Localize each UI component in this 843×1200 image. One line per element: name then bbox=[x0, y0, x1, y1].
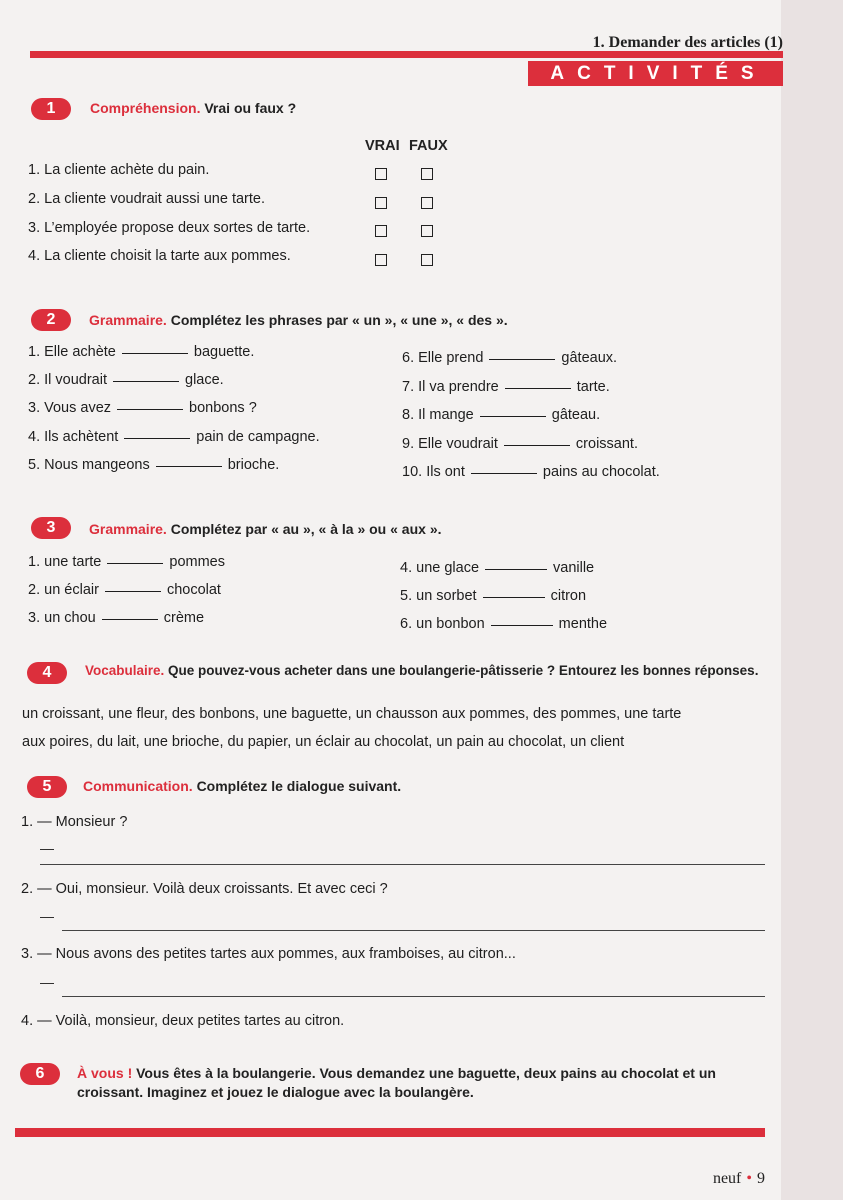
s2-item: 7. Il va prendre tarte. bbox=[402, 379, 610, 395]
faux-checkbox[interactable] bbox=[421, 168, 433, 180]
section-1-instruction: Vrai ou faux ? bbox=[204, 100, 297, 116]
section-1-title bbox=[90, 100, 296, 116]
section-1-category: Compréhension. bbox=[90, 100, 201, 116]
right-margin-strip bbox=[781, 0, 843, 1200]
faux-checkbox[interactable] bbox=[421, 197, 433, 209]
section-2-category: Grammaire. bbox=[89, 312, 167, 328]
section-6-category: À vous ! bbox=[77, 1065, 133, 1081]
section-5-title bbox=[83, 778, 401, 794]
s2-item: 4. Ils achètent pain de campagne. bbox=[28, 429, 320, 445]
s3-item: 2. un éclair chocolat bbox=[28, 582, 221, 598]
chapter-title: 1. Demander des articles (1) bbox=[592, 34, 783, 51]
section-6-badge: 6 bbox=[20, 1063, 60, 1085]
vrai-checkbox[interactable] bbox=[375, 197, 387, 209]
answer-line[interactable] bbox=[62, 996, 765, 997]
s1-item: 4. La cliente choisit la tarte aux pommes. bbox=[28, 248, 291, 264]
s3-item: 6. un bonbon menthe bbox=[400, 616, 608, 632]
activities-banner: ACTIVITÉS bbox=[528, 61, 783, 86]
s1-item: 3. L’employée propose deux sortes de tarte. bbox=[28, 220, 311, 236]
s5-item: 2. — Oui, monsieur. Voilà deux croissants. Et avec ceci ? bbox=[21, 881, 388, 897]
section-1-badge: 1 bbox=[31, 98, 71, 120]
section-3-title bbox=[89, 521, 442, 537]
section-6-text: À vous ! Vous êtes à la boulangerie. Vous demandez une baguette, deux pains au chocolat et un croissant. Imaginez et jouez le dialogue avec la boulangère. bbox=[77, 1065, 716, 1100]
section-4-badge: 4 bbox=[27, 662, 67, 684]
section-5-badge: 5 bbox=[27, 776, 67, 798]
section-2-title bbox=[89, 312, 508, 328]
s2-item: 2. Il voudrait glace. bbox=[28, 372, 224, 388]
s3-item: 3. un chou crème bbox=[28, 610, 205, 626]
header-rule bbox=[30, 51, 783, 58]
section-5-instruction: Complétez le dialogue suivant. bbox=[196, 778, 402, 794]
s5-item: 1. — Monsieur ? bbox=[21, 814, 128, 830]
s3-item: 1. une tarte pommes bbox=[28, 554, 225, 570]
section-2-badge: 2 bbox=[31, 309, 71, 331]
section-2-instruction: Complétez les phrases par « un », « une », « des ». bbox=[170, 312, 508, 328]
section-4-title bbox=[85, 663, 758, 678]
s2-item: 3. Vous avez bonbons ? bbox=[28, 400, 257, 416]
answer-dash: — bbox=[40, 840, 54, 856]
vrai-checkbox[interactable] bbox=[375, 254, 387, 266]
answer-dash: — bbox=[40, 974, 54, 990]
section-3-badge: 3 bbox=[31, 517, 71, 539]
answer-dash: — bbox=[40, 908, 54, 924]
s4-vocabulary-list: un croissant, une fleur, des bonbons, une baguette, un chausson aux pommes, des pommes, une tarte aux poires, du lait, une brioche, du papier, un éclair au chocolat, un pain au chocolat, un client bbox=[22, 706, 682, 750]
page-number: neuf • 9 bbox=[712, 1170, 765, 1187]
section-4-category: Vocabulaire. bbox=[85, 663, 165, 678]
answer-line[interactable] bbox=[40, 864, 765, 865]
footer-rule bbox=[15, 1128, 765, 1137]
s2-item: 1. Elle achète baguette. bbox=[28, 344, 255, 360]
section-3-instruction: Complétez par « au », « à la » ou « aux ». bbox=[170, 521, 442, 537]
section-5-category: Communication. bbox=[83, 778, 193, 794]
s2-item: 9. Elle voudrait croissant. bbox=[402, 436, 638, 452]
faux-checkbox[interactable] bbox=[421, 254, 433, 266]
s2-item: 5. Nous mangeons brioche. bbox=[28, 457, 280, 473]
s2-item: 6. Elle prend gâteaux. bbox=[402, 350, 618, 366]
faux-header: FAUX bbox=[409, 138, 448, 154]
faux-checkbox[interactable] bbox=[421, 225, 433, 237]
section-4-instruction: Que pouvez-vous acheter dans une boulangerie-pâtisserie ? Entourez les bonnes réponses. bbox=[168, 663, 759, 678]
s3-item: 5. un sorbet citron bbox=[400, 588, 587, 604]
answer-line[interactable] bbox=[62, 930, 765, 931]
s1-item: 1. La cliente achète du pain. bbox=[28, 162, 210, 178]
s3-item: 4. une glace vanille bbox=[400, 560, 595, 576]
vrai-checkbox[interactable] bbox=[375, 168, 387, 180]
s2-item: 8. Il mange gâteau. bbox=[402, 407, 601, 423]
s2-item: 10. Ils ont pains au chocolat. bbox=[402, 464, 660, 480]
s5-item: 4. — Voilà, monsieur, deux petites tartes au citron. bbox=[21, 1013, 345, 1029]
s1-item: 2. La cliente voudrait aussi une tarte. bbox=[28, 191, 265, 207]
s5-item: 3. — Nous avons des petites tartes aux pommes, aux framboises, au citron... bbox=[21, 946, 516, 962]
vrai-checkbox[interactable] bbox=[375, 225, 387, 237]
vrai-header: VRAI bbox=[365, 138, 400, 154]
section-3-category: Grammaire. bbox=[89, 521, 167, 537]
